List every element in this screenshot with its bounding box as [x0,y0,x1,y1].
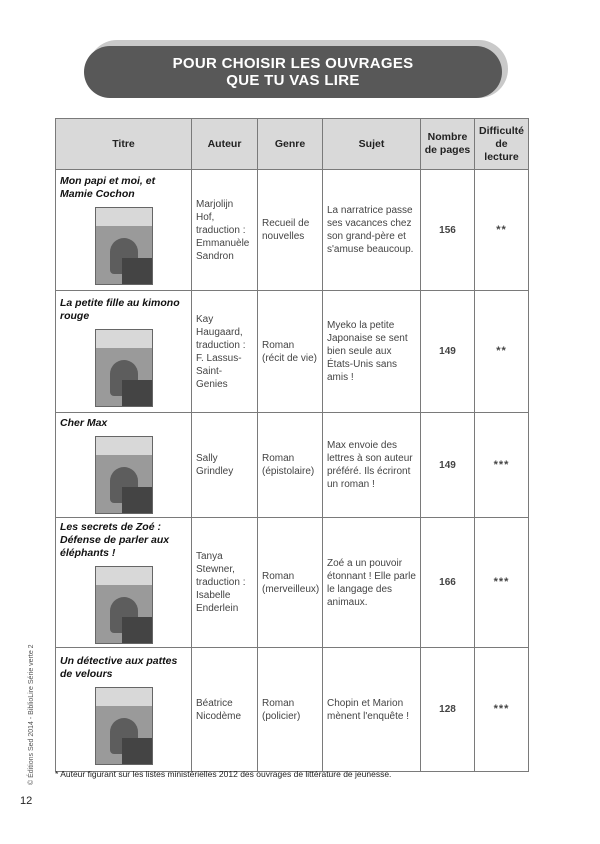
table-row [56,413,529,518]
pages-cell: 128 [421,648,475,772]
book-cover-image [95,687,153,765]
table-row [56,648,529,772]
pages-cell: 156 [421,170,475,291]
table-row [56,170,529,291]
column-header-title: Titre [56,119,192,170]
difficulty-cell: ** [475,170,529,291]
title-cell [56,413,192,518]
page-title-line1: POUR CHOISIR LES OUVRAGES [172,55,414,72]
difficulty-cell: *** [475,648,529,772]
book-title: Un détective aux pattes de velours [60,654,178,680]
book-title: La petite fille au kimono rouge [60,296,180,322]
title-cell [56,648,192,772]
column-header-subject: Sujet [323,119,421,170]
column-header-difficulty: Difficulté de lecture [475,119,529,170]
book-title: Cher Max [60,416,108,429]
book-cover-image [95,329,153,407]
genre-cell: Recueil de nouvelles [258,170,323,291]
table-header-row [56,119,529,170]
column-header-genre: Genre [258,119,323,170]
book-cover-image [95,566,153,644]
page-title-line2: QUE TU VAS LIRE [226,72,360,89]
pages-cell: 149 [421,413,475,518]
books-table [55,118,529,772]
difficulty-cell: *** [475,518,529,648]
book-cover-image [95,436,153,514]
subject-cell: Max envoie des lettres à son auteur préféré. Ils écriront un roman ! [323,413,421,518]
subject-cell: Chopin et Marion mènent l'enquête ! [323,648,421,772]
author-cell: Sally Grindley [192,413,258,518]
table-row [56,518,529,648]
page-number: 12 [20,795,33,807]
subject-cell: Zoé a un pouvoir étonnant ! Elle parle le langage des animaux. [323,518,421,648]
book-title: Les secrets de Zoé : Défense de parler aux éléphants ! [60,521,170,559]
title-cell [56,291,192,413]
title-cell [56,170,192,291]
book-title: Mon papi et moi, et Mamie Cochon [60,175,156,200]
genre-cell: Roman (récit de vie) [258,291,323,413]
title-banner [84,46,502,98]
pages-cell: 149 [421,291,475,413]
column-header-pages: Nombre de pages [421,119,475,170]
table-row [56,291,529,413]
column-header-author: Auteur [192,119,258,170]
difficulty-cell: ** [475,291,529,413]
difficulty-cell: *** [475,413,529,518]
author-cell: Tanya Stewner, traduction : Isabelle Enderlein [192,518,258,648]
author-cell: Kay Haugaard, traduction : F. Lassus-Saint-Genies [192,291,258,413]
copyright-note: © Éditions Sed 2014 - BiblioLire Série verte 2 [28,644,35,785]
author-cell: Marjolijn Hof, traduction : Emmanuèle Sandron [192,170,258,291]
book-cover-image [95,207,153,285]
genre-cell: Roman (merveilleux) [258,518,323,648]
subject-cell: Myeko la petite Japonaise se sent bien seule aux États-Unis sans amis ! [323,291,421,413]
author-cell: Béatrice Nicodème [192,648,258,772]
pages-cell: 166 [421,518,475,648]
genre-cell: Roman (épistolaire) [258,413,323,518]
genre-cell: Roman (policier) [258,648,323,772]
footnote: * Auteur figurant sur les listes ministérielles 2012 des ouvrages de littérature de jeunesse. [55,769,392,779]
subject-cell: La narratrice passe ses vacances chez son grand-père et s'amuse beaucoup. [323,170,421,291]
title-cell [56,518,192,648]
